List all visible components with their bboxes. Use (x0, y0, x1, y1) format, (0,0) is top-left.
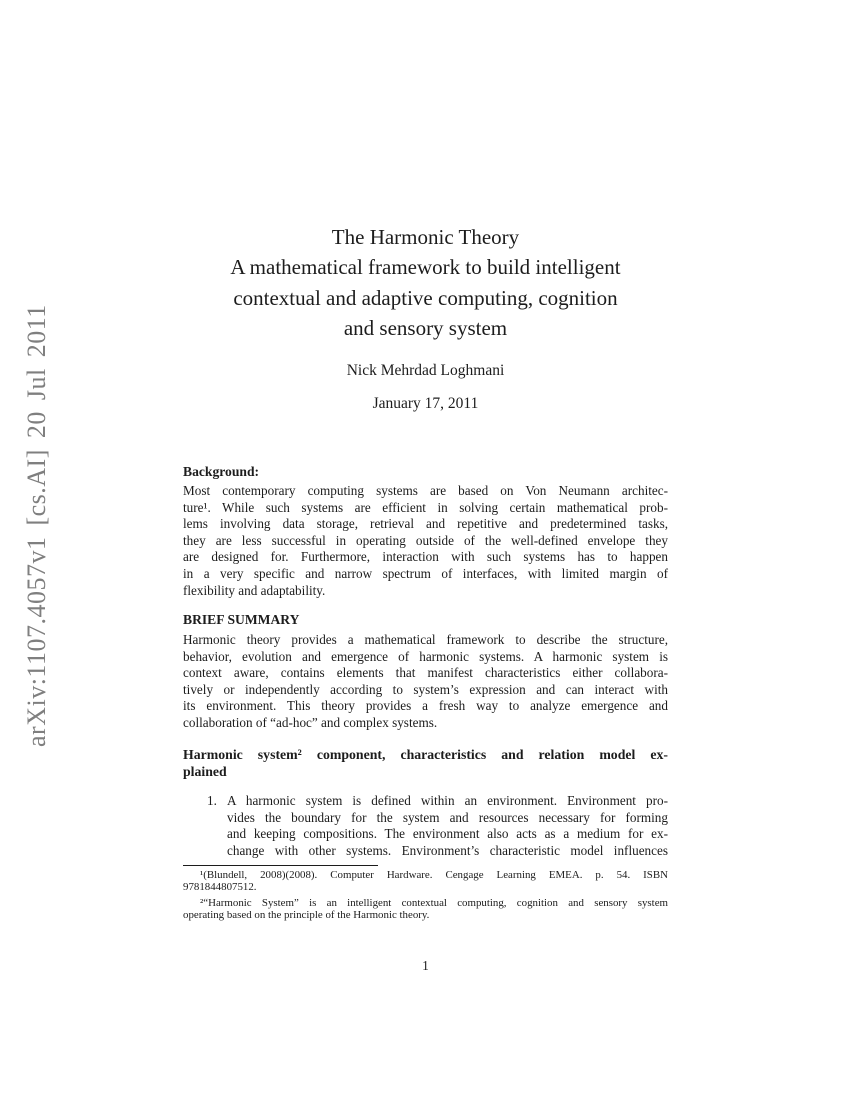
text-line: in a very specific and narrow spectrum of interfaces, with limited margin of (183, 565, 668, 581)
text-line: vides the boundary for the system and resources necessary for forming (227, 809, 668, 825)
paper-title (183, 222, 668, 343)
text-line: context aware, contains elements that manifest characteristics either collabora- (183, 665, 668, 681)
text-line: ture¹. While such systems are efficient in solving certain mathematical prob- (183, 499, 668, 515)
paragraph-background (183, 483, 668, 599)
text-line: and keeping compositions. The environment also acts as a medium for ex- (227, 826, 668, 842)
arxiv-watermark: arXiv:1107.4057v1 [cs.AI] 20 Jul 2011 (22, 304, 51, 747)
list-item (183, 793, 668, 860)
paper-author: Nick Mehrdad Loghmani (346, 362, 505, 379)
text-line: they are less successful in operating outside of the well-defined envelope they (183, 532, 668, 548)
text-line: A mathematical framework to build intelligent (230, 255, 621, 280)
section-heading-brief-summary: BRIEF SUMMARY (183, 612, 300, 627)
text-line: change with other systems. Environment’s characteristic model influences (227, 842, 668, 858)
text-line: and sensory system (343, 315, 508, 340)
text-line: ¹(Blundell, 2008)(2008). Computer Hardware. Cengage Learning EMEA. p. 54. ISBN (200, 869, 668, 881)
text-line: behavior, evolution and emergence of harmonic systems. A harmonic system is (183, 648, 668, 664)
footnote-2 (183, 897, 668, 921)
footnote-1 (183, 869, 668, 893)
list-item-number: 1. (207, 793, 217, 808)
text-line: Most contemporary computing systems are based on Von Neumann architec- (183, 483, 668, 498)
text-line: A harmonic system is defined within an environment. Environment pro- (227, 793, 668, 808)
text-line: collaboration of “ad-hoc” and complex systems. (183, 714, 438, 730)
section-heading-background: Background: (183, 464, 260, 479)
text-line: operating based on the principle of the Harmonic theory. (183, 909, 430, 922)
list-item-text (227, 793, 668, 859)
footnote-rule (183, 865, 378, 866)
section-heading-harmonic-system-model (183, 746, 668, 780)
text-line: are designed for. Furthermore, interaction with such systems has to happen (183, 549, 668, 565)
paper-date: January 17, 2011 (372, 395, 479, 412)
text-line: plained (183, 764, 227, 779)
text-line: ²“Harmonic System” is an intelligent contextual computing, cognition and sensory system (200, 897, 668, 909)
text-line: 9781844807512. (183, 881, 257, 894)
text-line: Harmonic theory provides a mathematical framework to describe the structure, (183, 632, 668, 647)
paragraph-brief-summary (183, 632, 668, 732)
text-line: flexibility and adaptability. (183, 582, 326, 598)
text-line: The Harmonic Theory (331, 225, 520, 249)
paper-content-column (183, 0, 668, 1100)
text-line: lems involving data storage, retrieval and repetitive and predetermined tasks, (183, 516, 668, 532)
text-line: Harmonic system² component, characteristics and relation model ex- (183, 747, 668, 762)
text-line: tively or independently according to system’s expression and can interact with (183, 681, 668, 697)
text-line: contextual and adaptive computing, cognition (233, 285, 618, 310)
text-line: its environment. This theory provides a fresh way to analyze emergence and (183, 698, 668, 714)
page-number: 1 (422, 958, 429, 973)
